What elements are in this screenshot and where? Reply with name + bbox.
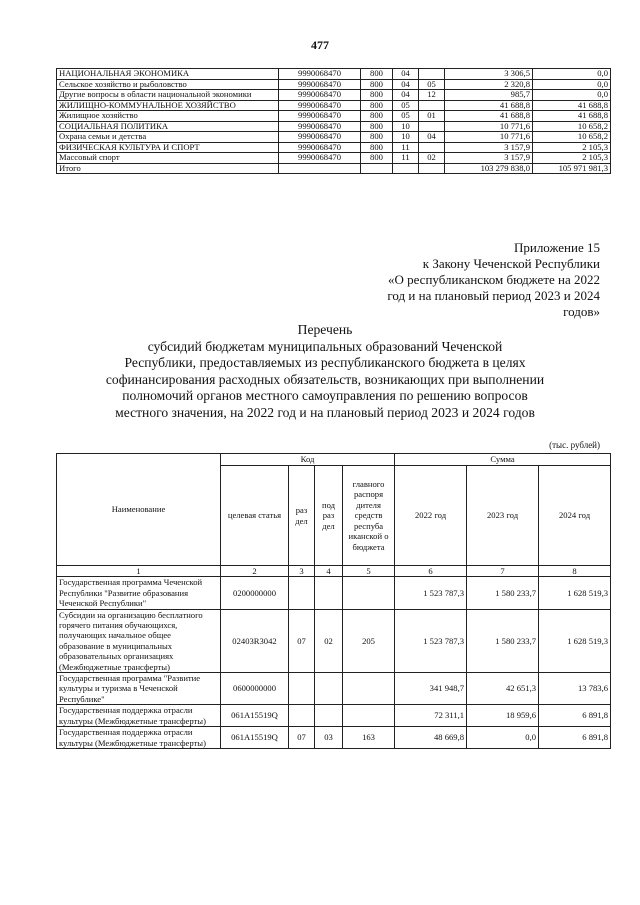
row-value-2024: 1 628 519,3 [539,577,611,609]
row-value-2023: 41 688,8 [445,100,533,111]
table-row [57,69,611,80]
heading-line: местного значения, на 2022 год и на плановый период 2023 и 2024 годов [115,404,535,420]
empty-cell [393,163,419,174]
unit-label: (тыс. рублей) [549,440,600,450]
document-heading [80,322,570,421]
column-number: 6 [395,566,467,577]
row-value-2023: 0,0 [467,727,539,749]
header-razdel: раз дел [289,466,315,566]
row-vr: 800 [361,90,393,101]
row-gr: 163 [343,727,395,749]
row-code: 9990068470 [279,121,361,132]
row-name: Сельское хозяйство и рыболовство [57,79,279,90]
row-vr: 800 [361,142,393,153]
row-podrazdel [419,100,445,111]
row-name: Государственная программа "Развитие культуры и туризма в Чеченской Республике" [57,673,221,705]
row-value-2023: 3 157,9 [445,153,533,164]
row-vr: 800 [361,111,393,122]
heading-line: субсидий бюджетам муниципальных образований Чеченской [147,338,503,354]
row-razdel: 04 [393,69,419,80]
row-podrazdel: 05 [419,79,445,90]
row-code: 9990068470 [279,79,361,90]
table-row [57,609,611,672]
header-podrazdel: под раз дел [315,466,343,566]
row-value-2024: 2 105,3 [533,142,611,153]
row-value-2023: 1 580 233,7 [467,577,539,609]
header-code-group: Код [221,454,395,466]
row-value-2022: 341 948,7 [395,673,467,705]
row-name: НАЦИОНАЛЬНАЯ ЭКОНОМИКА [57,69,279,80]
row-razdel [289,673,315,705]
row-podrazdel: 12 [419,90,445,101]
row-gr [343,705,395,727]
row-value-2024: 0,0 [533,90,611,101]
column-number: 4 [315,566,343,577]
header-2022: 2022 год [395,466,467,566]
appendix-caption [320,240,600,320]
table-row [57,132,611,143]
empty-cell [419,163,445,174]
row-razdel: 05 [393,111,419,122]
expenditure-table-continued [56,68,611,174]
row-podrazdel [419,69,445,80]
header-target: целевая статья [221,466,289,566]
row-target: 0600000000 [221,673,289,705]
row-value-2023: 3 306,5 [445,69,533,80]
row-name: ФИЗИЧЕСКАЯ КУЛЬТУРА И СПОРТ [57,142,279,153]
row-value-2023: 10 771,6 [445,132,533,143]
header-sum-group: Сумма [395,454,611,466]
row-podrazdel [315,673,343,705]
table-row [57,673,611,705]
header-gr: главного распоря дителя средств респуба иканской о бюджета [343,466,395,566]
row-value-2023: 3 157,9 [445,142,533,153]
table-row [57,79,611,90]
table-row [57,142,611,153]
row-gr: 205 [343,609,395,672]
row-name: Массовый спорт [57,153,279,164]
empty-cell [279,163,361,174]
heading-line: софинансирования расходных обязательств, возникающих при выполнении [105,371,545,387]
table-row [57,577,611,609]
table-row [57,111,611,122]
row-code: 9990068470 [279,90,361,101]
row-target: 061A15519Q [221,727,289,749]
column-number: 5 [343,566,395,577]
row-name: Государственная программа Чеченской Республики "Развитие образования Чеченской Республики" [57,577,221,609]
row-value-2023: 1 580 233,7 [467,609,539,672]
row-value-2024: 0,0 [533,79,611,90]
row-value-2022: 48 669,8 [395,727,467,749]
column-number: 2 [221,566,289,577]
row-name: Государственная поддержка отрасли культуры (Межбюджетные трансферты) [57,727,221,749]
row-target: 061A15519Q [221,705,289,727]
row-razdel [289,705,315,727]
header-name: Наименование [57,454,221,566]
table-row [57,153,611,164]
row-podrazdel: 01 [419,111,445,122]
row-razdel: 07 [289,609,315,672]
total-value-2024: 105 971 981,3 [533,163,611,174]
row-code: 9990068470 [279,69,361,80]
row-code: 9990068470 [279,111,361,122]
row-value-2024: 6 891,8 [539,727,611,749]
column-number: 7 [467,566,539,577]
row-value-2023: 41 688,8 [445,111,533,122]
row-value-2024: 2 105,3 [533,153,611,164]
row-value-2023: 10 771,6 [445,121,533,132]
total-label: Итого [57,163,279,174]
row-razdel: 10 [393,121,419,132]
appendix-number: Приложение 15 [513,240,600,255]
total-value-2023: 103 279 838,0 [445,163,533,174]
header-2023: 2023 год [467,466,539,566]
row-gr [343,577,395,609]
row-value-2024: 41 688,8 [533,111,611,122]
row-razdel: 11 [393,153,419,164]
row-podrazdel: 02 [315,609,343,672]
row-razdel: 04 [393,90,419,101]
row-value-2022: 1 523 787,3 [395,609,467,672]
heading-title: Перечень [297,322,353,337]
row-value-2024: 1 628 519,3 [539,609,611,672]
row-value-2024: 6 891,8 [539,705,611,727]
row-value-2024: 10 658,2 [533,132,611,143]
row-name: Субсидии на организацию бесплатного горячего питания обучающихся, получающих начальное общее образование в муниципальных образовательных организациях (Межбюджетные трансферты) [57,609,221,672]
row-value-2024: 13 783,6 [539,673,611,705]
appendix-law-title: «О республиканском бюджете на 2022 [387,272,600,287]
row-target: 02403R3042 [221,609,289,672]
row-vr: 800 [361,121,393,132]
table-row [57,727,611,749]
row-value-2022: 72 311,1 [395,705,467,727]
row-vr: 800 [361,153,393,164]
row-code: 9990068470 [279,153,361,164]
table-row [57,90,611,101]
row-podrazdel [419,142,445,153]
row-razdel: 11 [393,142,419,153]
appendix-law-title: годов» [563,304,600,319]
appendix-law: к Закону Чеченской Республики [422,256,600,271]
row-razdel: 05 [393,100,419,111]
row-code: 9990068470 [279,100,361,111]
row-value-2023: 18 959,6 [467,705,539,727]
row-podrazdel [315,705,343,727]
row-podrazdel [315,577,343,609]
row-podrazdel [419,121,445,132]
row-name: Государственная поддержка отрасли культуры (Межбюджетные трансферты) [57,705,221,727]
row-name: СОЦИАЛЬНАЯ ПОЛИТИКА [57,121,279,132]
total-row [57,163,611,174]
row-value-2023: 2 320,8 [445,79,533,90]
row-value-2023: 42 651,3 [467,673,539,705]
row-value-2022: 1 523 787,3 [395,577,467,609]
row-razdel [289,577,315,609]
row-target: 0200000000 [221,577,289,609]
table-row [57,100,611,111]
column-number: 1 [57,566,221,577]
column-number: 8 [539,566,611,577]
heading-line: полномочий органов местного самоуправления по решению вопросов [122,388,528,403]
row-value-2024: 41 688,8 [533,100,611,111]
row-value-2024: 0,0 [533,69,611,80]
row-razdel: 04 [393,79,419,90]
row-name: Охрана семьи и детства [57,132,279,143]
row-code: 9990068470 [279,132,361,143]
appendix-law-title: год и на плановый период 2023 и 2024 [387,288,600,303]
row-vr: 800 [361,79,393,90]
column-number: 3 [289,566,315,577]
row-vr: 800 [361,69,393,80]
row-razdel: 10 [393,132,419,143]
heading-line: Республики, предоставляемых из республиканского бюджета в целях [124,355,526,370]
row-name: Жилищное хозяйство [57,111,279,122]
row-gr [343,673,395,705]
row-podrazdel: 02 [419,153,445,164]
row-vr: 800 [361,132,393,143]
row-code: 9990068470 [279,142,361,153]
row-name: Другие вопросы в области национальной экономики [57,90,279,101]
row-vr: 800 [361,100,393,111]
row-name: ЖИЛИЩНО-КОММУНАЛЬНОЕ ХОЗЯЙСТВО [57,100,279,111]
row-value-2024: 10 658,2 [533,121,611,132]
table-row [57,121,611,132]
row-value-2023: 985,7 [445,90,533,101]
row-podrazdel: 04 [419,132,445,143]
empty-cell [361,163,393,174]
header-2024: 2024 год [539,466,611,566]
row-razdel: 07 [289,727,315,749]
table-row [57,705,611,727]
page-number: 477 [311,38,329,52]
row-podrazdel: 03 [315,727,343,749]
subsidies-table [56,453,611,749]
